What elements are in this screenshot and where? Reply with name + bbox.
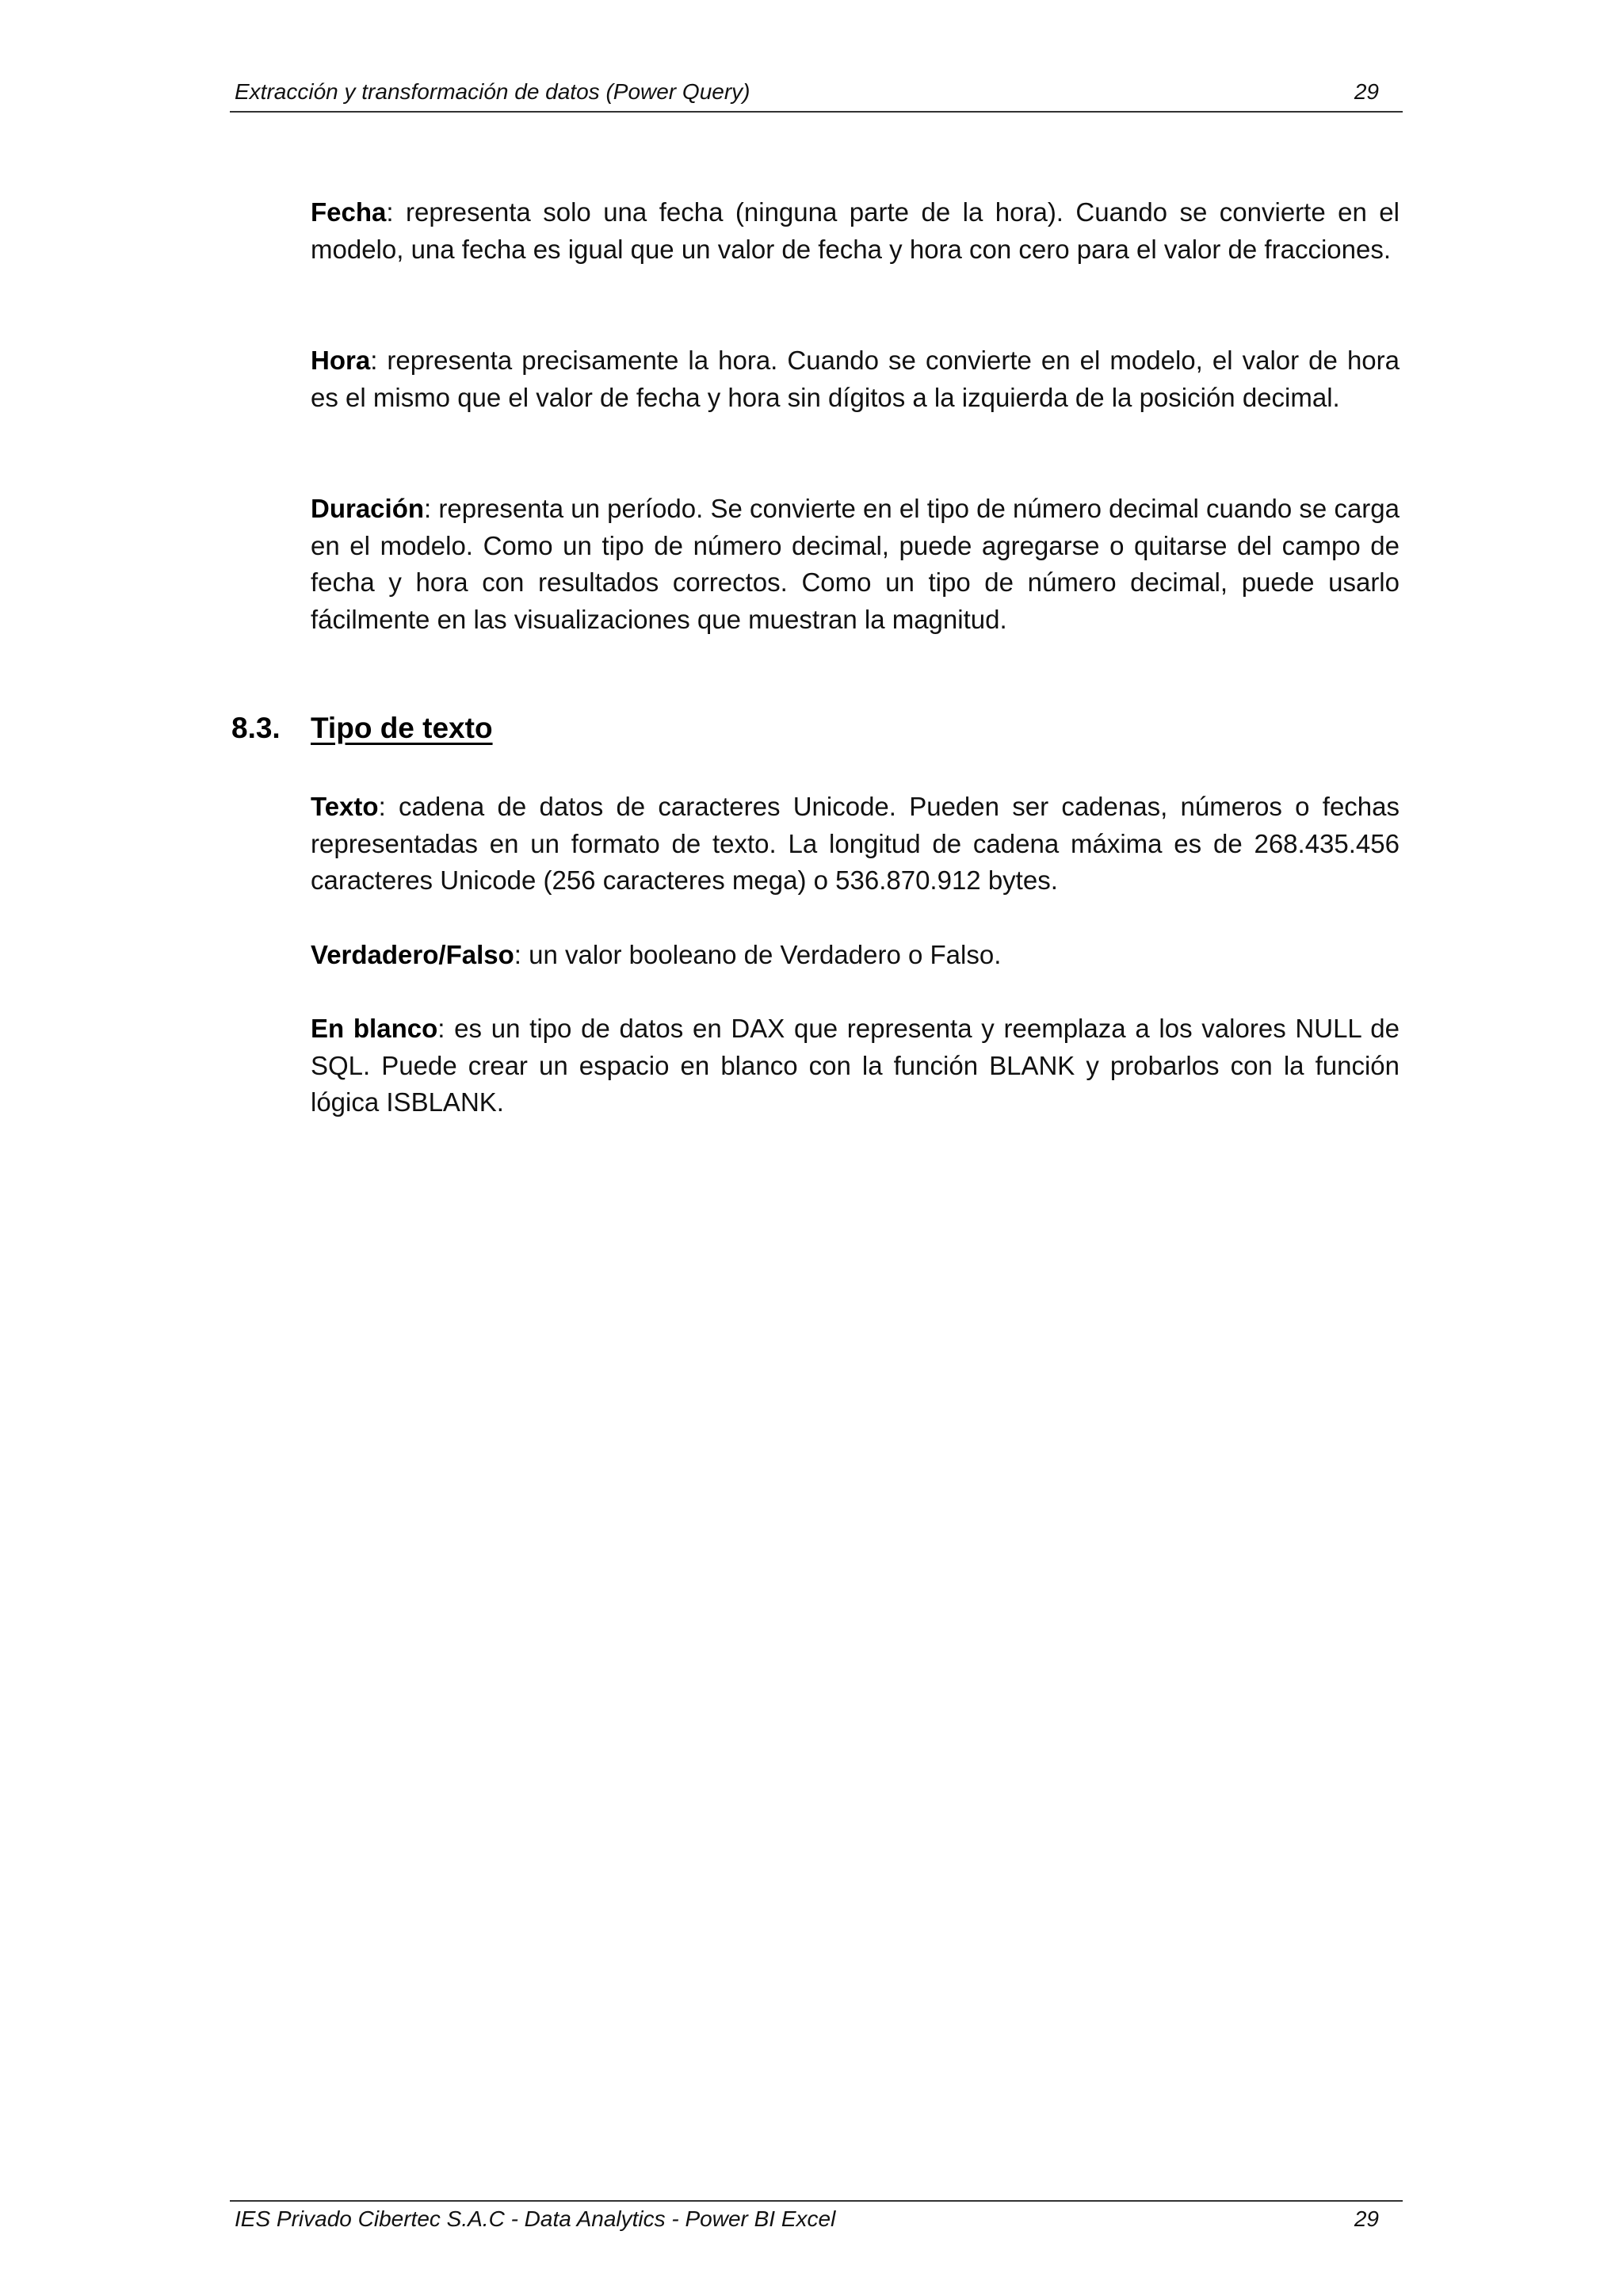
term-texto: Texto [311, 792, 379, 821]
page-header [230, 76, 1403, 113]
definition-hora-text: : representa precisamente la hora. Cuando se convierte en el modelo, el valor de hora es el mismo que el valor de fecha y hora sin dígitos a la izquierda de la posición decimal. [311, 346, 1400, 412]
definition-hora [311, 342, 1400, 416]
term-hora: Hora [311, 346, 371, 375]
definition-en-blanco [311, 1010, 1400, 1121]
term-verdadero-falso: Verdadero/Falso [311, 940, 514, 969]
term-duracion: Duración [311, 494, 425, 523]
footer-page-number: 29 [1354, 2206, 1379, 2231]
definition-texto-text: : cadena de datos de caracteres Unicode. Pueden ser cadenas, números o fechas representadas en un formato de texto. La longitud de cadena máxima es de 268.435.456 caracteres Unicode (256 caracteres mega) o 536.870.912 bytes. [311, 792, 1400, 895]
definition-en-blanco-text: : es un tipo de datos en DAX que representa y reemplaza a los valores NULL de SQL. Puede crear un espacio en blanco con la función BLANK y probarlos con la función lógica ISBLANK. [311, 1014, 1400, 1117]
term-en-blanco: En blanco [311, 1014, 438, 1043]
section-title: Tipo de texto [311, 712, 493, 744]
section-heading [231, 712, 493, 745]
section-number: 8.3. [231, 712, 281, 744]
definition-duracion-text: : representa un período. Se convierte en el tipo de número decimal cuando se carga en el modelo. Como un tipo de número decimal, puede agregarse o quitarse del campo de fecha y hora con resultados correctos. Como un tipo de número decimal, puede usarlo fácilmente en las visualizaciones que muestran la magnitud. [311, 494, 1400, 634]
definition-fecha-text: : representa solo una fecha (ninguna parte de la hora). Cuando se convierte en el modelo, una fecha es igual que un valor de fecha y hora con cero para el valor de fracciones. [311, 197, 1400, 264]
definition-verdadero-falso [311, 937, 1400, 974]
definition-duracion [311, 491, 1400, 638]
footer-text: IES Privado Cibertec S.A.C - Data Analytics - Power BI Excel [235, 2206, 836, 2231]
term-fecha: Fecha [311, 197, 387, 227]
header-title: Extracción y transformación de datos (Power Query) [235, 79, 750, 104]
header-page-number: 29 [1354, 79, 1379, 104]
definition-fecha [311, 194, 1400, 268]
definition-texto [311, 789, 1400, 900]
page-footer [230, 2200, 1403, 2231]
definition-verdadero-falso-text: : un valor booleano de Verdadero o Falso. [514, 940, 1002, 969]
